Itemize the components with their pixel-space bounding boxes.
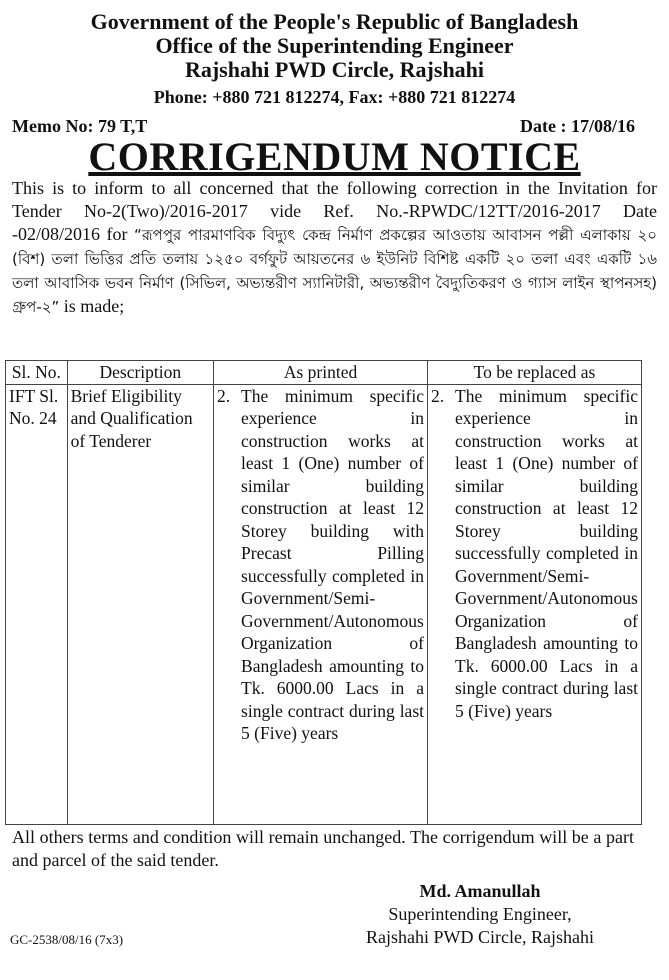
printed-text: The minimum specific experience in construction works at least 1 (One) number of similar building construction at least 12 Storey building with Precast Pilling successfully completed in Government/Semi-Government/Autonomous Organization of Bangladesh amounting to Tk. 6000.00 Lacs in a single contract during last 5 (Five) years bbox=[241, 385, 424, 743]
replaced-text: The minimum specific experience in construction works at least 1 (One) number of similar building construction at least 12 Storey building successfully completed in Government/Semi-Government/Autonomous Organization of Bangladesh amounting to Tk. 6000.00 Lacs in a single contract during last 5 (Five) years bbox=[455, 385, 638, 721]
signatory-office: Rajshahi PWD Circle, Rajshahi bbox=[366, 927, 594, 947]
signatory-designation: Superintending Engineer, bbox=[388, 904, 572, 924]
intro-tail: is made; bbox=[59, 296, 125, 316]
intro-bengali: “রূপপুর পারমাণবিক বিদ্যুৎ কেন্দ্র নির্মাণ প্রকল্পের আওতায় আবাসন পল্লী এলাকায় ২০ (বিশ) তলা ভিত্তির প্রতি তলায় ১২৫০ বর্গফুট আয়তনের ৬ ইউনিট বিশিষ্ট একটি ২০ তলা এবং একটি ১৬ তলা আবাসিক ভবন নির্মাণ (সিভিল, অভ্যন্তরীণ স্যানিটারী, অভ্যন্তরীণ বৈদ্যুতিকরণ ও গ্যাস লাইন স্থাপনসহ) গ্রুপ-২” bbox=[12, 226, 657, 316]
table-header-row bbox=[6, 361, 642, 385]
header-to-be-replaced: To be replaced as bbox=[428, 361, 642, 385]
memo-number: Memo No: 79 T,T bbox=[12, 116, 148, 136]
header-office: Office of the Superintending Engineer bbox=[155, 33, 514, 58]
header-circle: Rajshahi PWD Circle, Rajshahi bbox=[184, 57, 485, 82]
header-description: Description bbox=[67, 361, 213, 385]
intro-english: This is to inform to all concerned that the following correction in the Invitation for Tender No-2(Two)/2016-2017 vide Ref. No.-RPWDC/12TT/2016-2017 Date -02/08/2016 for bbox=[12, 178, 657, 244]
header-government: Government of the People's Republic of Bangladesh bbox=[90, 9, 579, 34]
page-title: CORRIGENDUM NOTICE bbox=[88, 134, 581, 179]
intro-paragraph bbox=[0, 177, 669, 319]
header-as-printed: As printed bbox=[214, 361, 428, 385]
signatory-name: Md. Amanullah bbox=[419, 881, 541, 901]
memo-date: Date : 17/08/16 bbox=[520, 116, 635, 136]
closing-paragraph: All others terms and condition will remain unchanged. The corrigendum will be a part and parcel of the said tender. bbox=[12, 827, 634, 870]
table-row bbox=[6, 384, 642, 824]
cell-description: Brief Eligibility and Qualification of Tenderer bbox=[67, 384, 213, 824]
printed-item-number: 2. bbox=[217, 385, 231, 406]
header-sl-no: Sl. No. bbox=[6, 361, 68, 385]
cell-sl-no: IFT Sl. No. 24 bbox=[6, 384, 68, 824]
cell-replaced-as bbox=[428, 384, 642, 824]
replaced-item-number: 2. bbox=[431, 385, 445, 406]
signature-block bbox=[330, 880, 630, 949]
correction-table bbox=[5, 360, 642, 825]
gc-code: GC-2538/08/16 (7x3) bbox=[10, 932, 124, 947]
cell-as-printed bbox=[214, 384, 428, 824]
header-phone-fax: Phone: +880 721 812274, Fax: +880 721 812274 bbox=[153, 87, 516, 107]
